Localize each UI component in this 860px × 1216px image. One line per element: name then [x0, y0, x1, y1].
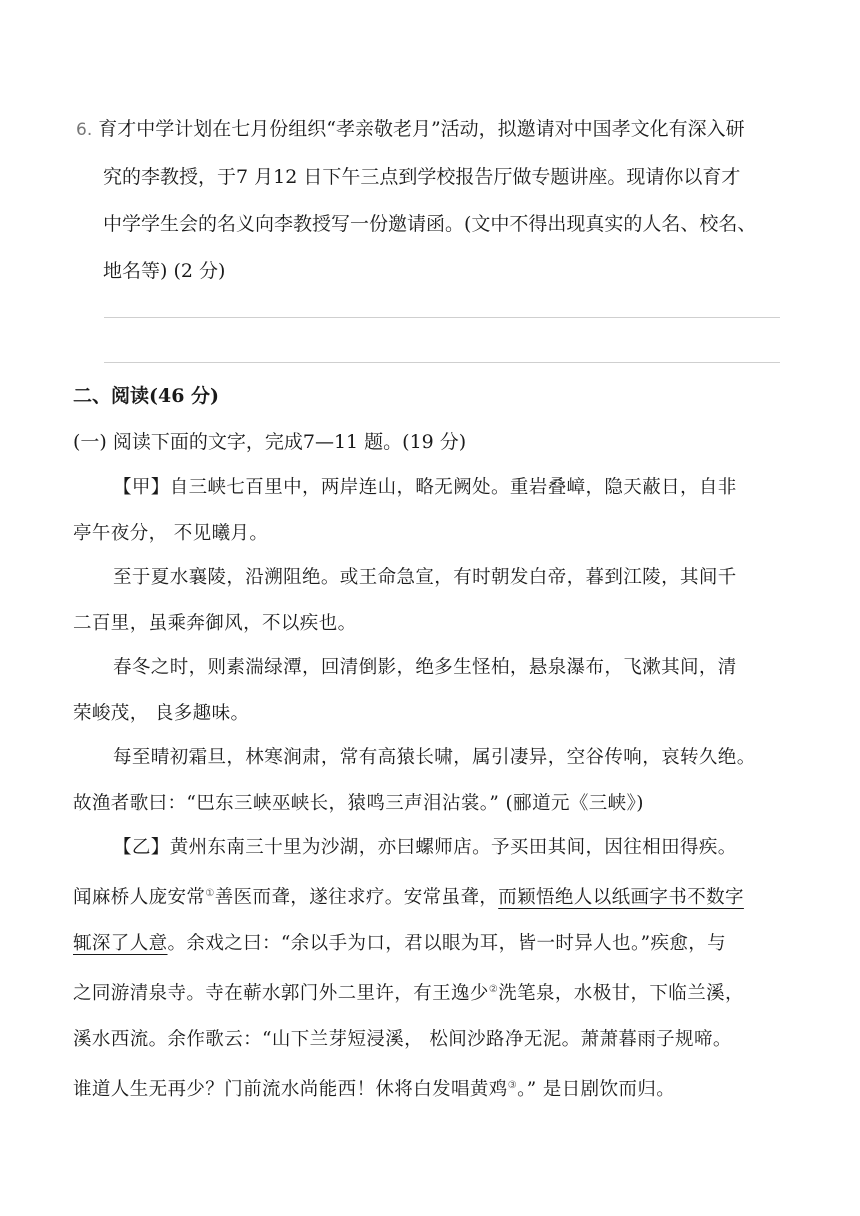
- passage-jia-p3: 春冬之时，则素湍绿潭，回清倒影，绝多生怪柏，悬泉瀑布，飞漱其间，清 荣峻茂， 良多趣味。: [73, 657, 737, 724]
- section-subtitle: (一) 阅读下面的文字，完成7—11 题。(19 分): [73, 431, 467, 453]
- passage-yi: 【乙】黄州东南三十里为沙湖，亦曰螺师店。予买田其间，因往相田得疾。 闻麻桥人庞安常①善医而聋，遂往求疗。安常虽聋，而颖悟绝人以纸画字书不数字 辄深了人意。余戏之曰：“余以手为口，君以眼为耳，皆一时异人也。”疾愈，与 之同游清泉寺。寺在蕲水郭门外二里许，有王逸少②洗笔泉，水极甘，下临兰溪， 溪水西流。余作歌云：“山下兰芽短浸溪， 松间沙路净无泥。萧萧暮雨子规啼。 谁道人生无再少？门前流水尚能西！休将白发唱黄鸡③。” 是日剧饮而归。: [73, 837, 744, 1101]
- question-6-line-3: 中学学生会的名义向李教授写一份邀请函。(文中不得出现真实的人名、校名、: [103, 213, 757, 235]
- question-6-line-4: 地名等) (2 分): [103, 260, 226, 282]
- question-6: [76, 106, 784, 295]
- question-number: 6.: [76, 120, 93, 140]
- answer-line-1[interactable]: [104, 317, 780, 318]
- passage-jia-p2: 至于夏水襄陵，沿溯阻绝。或王命急宣，有时朝发白帝，暮到江陵，其间千 二百里，虽乘奔御风，不以疾也。: [73, 567, 737, 634]
- passage-jia-p1: 【甲】自三峡七百里中，两岸连山，略无阙处。重岩叠嶂，隐天蔽日，自非 亭午夜分， 不见曦月。: [73, 477, 737, 544]
- footnote-marker-2: ②: [488, 984, 499, 996]
- footnote-marker-3: ③: [507, 1080, 518, 1092]
- question-6-line-2: 究的李教授，于7 月12 日下午三点到学校报告厅做专题讲座。现请你以育才: [103, 166, 741, 188]
- underlined-sentence: 而颖悟绝人以纸画字书不数字: [498, 887, 744, 909]
- passage-jia-p4: 每至晴初霜旦，林寒涧肃，常有高猿长啸，属引凄异，空谷传响，哀转久绝。 故渔者歌曰：“巴东三峡巫峡长，猿鸣三声泪沾裳。” (郦道元《三峡》): [73, 747, 756, 814]
- question-6-line-1: 6. 育才中学计划在七月份组织“孝亲敬老月”活动，拟邀请对中国孝文化有深入研: [76, 118, 745, 140]
- answer-line-2[interactable]: [104, 362, 780, 363]
- underlined-sentence-end: 辄深了人意: [73, 933, 168, 955]
- footnote-marker-1: ①: [205, 888, 215, 899]
- section-title: 二、阅读(46 分): [73, 385, 220, 407]
